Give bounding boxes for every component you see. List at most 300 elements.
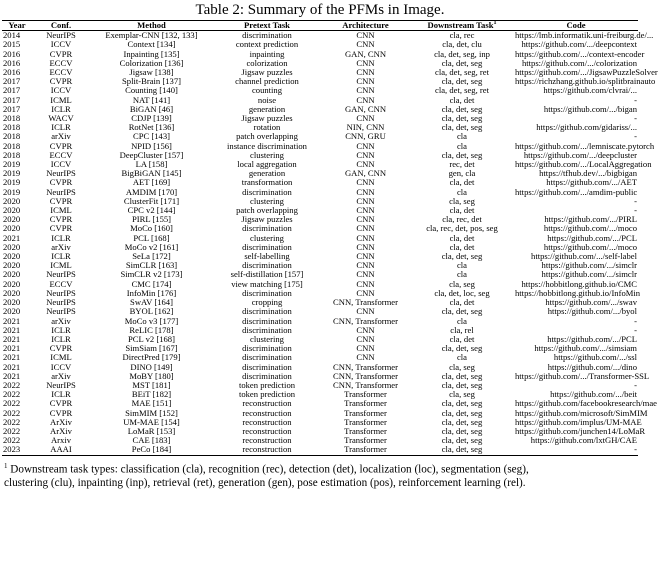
cell-architecture: GAN, CNN xyxy=(344,48,387,59)
cell-pretext-task: inpainting xyxy=(249,48,285,59)
cell-conference: ICLR xyxy=(51,122,71,133)
col-header-code: Code xyxy=(514,21,638,31)
cell-pretext-task: discrimination xyxy=(242,361,292,372)
cell-code: https://github.com/gidariss/... xyxy=(536,122,637,133)
table-caption: Table 2: Summary of the PFMs in Image. xyxy=(195,2,445,18)
cell-method: BEiT [182] xyxy=(131,389,172,400)
table-row xyxy=(2,197,638,206)
cell-downstream-task: cla, seg xyxy=(449,361,475,372)
cell-conference: ICCV xyxy=(50,85,72,96)
cell-method: Jigsaw [138] xyxy=(129,67,174,78)
cell-method: Colorization [136] xyxy=(119,57,184,68)
cell-downstream-task: cla, det, seg xyxy=(410,445,514,455)
cell-year: 2015 xyxy=(3,39,21,50)
cell-architecture: CNN xyxy=(356,306,375,317)
cell-code: https://github.com/.../simsiam xyxy=(534,343,637,354)
cell-year: 2021 xyxy=(3,315,21,326)
cell-code: https://github.com/.../bigan xyxy=(543,103,637,114)
cell-method: MoCo [160] xyxy=(130,223,173,234)
cell-conference: CVPR xyxy=(49,140,73,151)
cell-pretext-task: counting xyxy=(251,85,283,96)
cell-conference: CVPR xyxy=(49,76,73,87)
cell-conference: CVPR xyxy=(49,343,73,354)
cell-conference: ArXiv xyxy=(50,425,72,436)
cell-architecture: NIN, CNN xyxy=(346,122,385,133)
cell-pretext-task: instance discrimination xyxy=(227,140,307,151)
cell-downstream-task: cla, det, seg xyxy=(441,343,483,354)
cell-method: CDJP [139] xyxy=(131,113,172,124)
cell-code: https://github.com/.../simclr xyxy=(541,260,637,271)
cell-downstream-task: cla, seg xyxy=(449,278,475,289)
cell-downstream-task: cla, rec, det xyxy=(442,214,482,225)
cell-year: 2021 xyxy=(3,352,21,363)
cell-downstream-task: cla, det, seg xyxy=(441,113,483,124)
cell-year: 2020 xyxy=(3,214,21,225)
cell-code: https://github.com/.../ssl xyxy=(553,352,637,363)
cell-method: CAE [183] xyxy=(132,435,171,446)
cell-code: https://github.com/.../LocalAggregation xyxy=(515,159,652,170)
cell-architecture: CNN xyxy=(356,260,375,271)
cell-method: SimMIM [152] xyxy=(125,407,178,418)
cell-year: 2021 xyxy=(3,232,21,243)
cell-pretext-task: view matching [175] xyxy=(231,278,303,289)
cell-year: 2021 xyxy=(3,370,21,381)
table-row xyxy=(2,372,638,381)
cell-code: https://github.com/.../JigsawPuzzleSolver xyxy=(515,67,658,78)
cell-method: PeCo [184] xyxy=(90,445,213,455)
cell-pretext-task: colorization xyxy=(246,57,288,68)
cell-pretext-task: generation xyxy=(248,103,286,114)
cell-method: Split-Brain [137] xyxy=(122,76,181,87)
cell-downstream-task: cla, det xyxy=(449,297,475,308)
cell-pretext-task: discrimination xyxy=(242,186,292,197)
cell-code: https://github.com/.../amdim-public xyxy=(515,186,638,197)
cell-downstream-task: cla, det, seg, inp xyxy=(434,48,490,59)
table-row xyxy=(2,105,638,114)
col-header-conf: Conf. xyxy=(32,21,90,31)
cell-pretext-task: self-labelling xyxy=(244,251,290,262)
cell-method: ReLIC [178] xyxy=(129,324,174,335)
cell-downstream-task: cla, det xyxy=(449,333,475,344)
cell-conference: CVPR xyxy=(49,398,73,409)
cell-method: AET [169] xyxy=(132,177,171,188)
cell-architecture: CNN xyxy=(356,205,375,216)
cell-downstream-task: cla, det, loc, seg xyxy=(434,287,490,298)
cell-pretext-task: clustering xyxy=(250,195,284,206)
cell-pretext-task: self-distillation [157] xyxy=(230,269,304,280)
cell-downstream-task: cla, det, seg, ret xyxy=(435,67,489,78)
cell-year: 2019 xyxy=(3,177,21,188)
col-header-architecture: Architecture xyxy=(321,21,410,31)
cell-conference: ICML xyxy=(50,94,72,105)
cell-architecture: Transformer xyxy=(321,445,410,455)
cell-pretext-task: context prediction xyxy=(235,39,299,50)
cell-conference: arXiv xyxy=(51,241,71,252)
cell-method: NPID [156] xyxy=(131,140,172,151)
cell-conference: WACV xyxy=(48,113,74,124)
table-body xyxy=(2,30,658,455)
table-row xyxy=(2,188,638,197)
cell-architecture: Transformer xyxy=(344,416,387,427)
cell-architecture: CNN xyxy=(356,85,375,96)
cell-pretext-task: token prediction xyxy=(238,389,296,400)
cell-architecture: CNN xyxy=(356,177,375,188)
cell-year: 2021 xyxy=(3,324,21,335)
cell-conference: ICCV xyxy=(50,39,72,50)
cell-downstream-task: cla, rec xyxy=(449,30,475,41)
cell-architecture: CNN xyxy=(356,159,375,170)
cell-downstream-task: cla, det, seg xyxy=(441,379,483,390)
cell-downstream-task: cla xyxy=(456,352,468,363)
cell-method: SwAV [164] xyxy=(130,297,173,308)
cell-method: LoMaR [153] xyxy=(127,425,176,436)
footnote xyxy=(0,456,640,491)
table-row xyxy=(2,215,638,224)
cell-code: https://github.com/junchen14/LoMaR xyxy=(515,425,646,436)
cell-architecture: CNN, Transformer xyxy=(333,379,398,390)
cell-code: https://github.com/.../PIRL xyxy=(544,214,637,225)
cell-method: InfoMin [176] xyxy=(126,287,177,298)
cell-pretext-task: token prediction xyxy=(238,379,296,390)
cell-conference: ECCV xyxy=(49,67,73,78)
cell-method: BiGAN [46] xyxy=(129,103,174,114)
cell-downstream-task: cla, rel xyxy=(450,324,474,335)
cell-year: 2018 xyxy=(3,140,21,151)
cell-pretext-task: patch overlapping xyxy=(236,205,298,216)
cell-year: 2018 xyxy=(3,149,21,160)
cell-pretext-task: noise xyxy=(257,94,277,105)
cell-architecture: GAN, CNN xyxy=(344,168,387,179)
cell-conference: ICCV xyxy=(50,361,72,372)
cell-conference: ICML xyxy=(50,205,72,216)
cell-code: https://github.com/.../Transformer-SSL xyxy=(515,370,650,381)
cell-method: BigBiGAN [145] xyxy=(121,168,182,179)
cell-method: UM-MAE [154] xyxy=(123,416,180,427)
cell-year: 2019 xyxy=(3,186,21,197)
cell-code: - xyxy=(634,324,637,335)
cell-pretext-task: discrimination xyxy=(242,370,292,381)
cell-year: 2020 xyxy=(3,306,21,317)
cell-conference: arXiv xyxy=(51,315,71,326)
cell-code: https://github.com/.../swav xyxy=(545,297,637,308)
cell-code: https://richzhang.github.io/splitbrainauto xyxy=(515,76,656,87)
cell-architecture: CNN xyxy=(356,39,375,50)
cell-year: 2016 xyxy=(3,67,21,78)
cell-method: Inpainting [135] xyxy=(123,48,180,59)
cell-year: 2020 xyxy=(3,287,21,298)
cell-conference: CVPR xyxy=(49,195,73,206)
cell-year: 2018 xyxy=(3,122,21,133)
cell-code: https://github.com/.../AET xyxy=(546,177,637,188)
cell-architecture: CNN xyxy=(356,57,375,68)
table-row xyxy=(2,234,638,243)
cell-year: 2019 xyxy=(3,168,21,179)
cell-pretext-task: discrimination xyxy=(242,30,292,41)
cell-code: https://github.com/implus/UM-MAE xyxy=(515,416,642,427)
cell-architecture: CNN xyxy=(356,287,375,298)
cell-pretext-task: clustering xyxy=(250,232,284,243)
table-row xyxy=(2,169,638,178)
cell-architecture: CNN xyxy=(356,324,375,335)
cell-pretext-task: patch overlapping xyxy=(236,131,298,142)
cell-downstream-task: cla, det, seg xyxy=(441,57,483,68)
cell-code: - xyxy=(634,379,637,390)
cell-downstream-task: cla xyxy=(456,186,468,197)
cell-year: 2020 xyxy=(3,205,21,216)
cell-conference: CVPR xyxy=(49,214,73,225)
table-row xyxy=(2,317,638,326)
cell-downstream-task: cla, det, seg xyxy=(441,103,483,114)
cell-conference: CVPR xyxy=(49,177,73,188)
cell-pretext-task: channel prediction xyxy=(235,76,299,87)
cell-code: https://github.com/clvrai/... xyxy=(543,85,637,96)
footnote-mark: 1 xyxy=(493,20,497,27)
cell-downstream-task: cla, det, seg xyxy=(441,251,483,262)
cell-downstream-task: gen, cla xyxy=(448,168,476,179)
cell-method: NAT [141] xyxy=(132,94,171,105)
cell-year: 2020 xyxy=(3,269,21,280)
cell-method: PIRL [155] xyxy=(131,214,172,225)
cell-downstream-task: cla xyxy=(456,315,468,326)
cell-pretext-task: discrimination xyxy=(242,306,292,317)
cell-pretext-task: cropping xyxy=(251,297,283,308)
cell-downstream-task: cla, det xyxy=(449,205,475,216)
cell-method: RotNet [136] xyxy=(128,122,175,133)
cell-downstream-task: cla, det, seg xyxy=(441,398,483,409)
cell-year: 2022 xyxy=(3,389,21,400)
cell-method: MoBY [180] xyxy=(129,370,174,381)
cell-conference: Arxiv xyxy=(50,435,72,446)
cell-method: Counting [140] xyxy=(125,85,178,96)
cell-architecture: Transformer xyxy=(344,389,387,400)
cell-downstream-task: cla xyxy=(456,260,468,271)
cell-downstream-task: rec, det xyxy=(449,159,475,170)
cell-method: SimCLR [163] xyxy=(125,260,178,271)
table-row xyxy=(2,123,638,132)
cell-year: 2022 xyxy=(3,407,21,418)
cell-architecture: Transformer xyxy=(344,398,387,409)
cell-code: https://lmb.informatik.uni-freiburg.de/... xyxy=(515,30,654,41)
cell-downstream-task: cla, det xyxy=(449,232,475,243)
cell-conference: ICLR xyxy=(51,232,71,243)
cell-architecture: CNN, GRU xyxy=(345,131,386,142)
cell-year: 2017 xyxy=(3,103,21,114)
cell-code: https://github.com/microsoft/SimMIM xyxy=(515,407,648,418)
cell-conference: ECCV xyxy=(49,57,73,68)
cell-architecture: CNN xyxy=(356,113,375,124)
cell-downstream-task: cla xyxy=(456,131,468,142)
table-row xyxy=(2,445,638,455)
cell-architecture: CNN xyxy=(356,67,375,78)
cell-architecture: CNN xyxy=(356,251,375,262)
pfm-summary-table xyxy=(2,20,658,456)
cell-conference: ICLR xyxy=(51,324,71,335)
cell-year: 2017 xyxy=(3,94,21,105)
cell-code: https://github.com/.../self-label xyxy=(531,251,637,262)
cell-pretext-task: reconstruction xyxy=(242,398,292,409)
cell-conference: ICLR xyxy=(51,333,71,344)
cell-code: https://github.com/.../PCL xyxy=(547,232,637,243)
cell-conference: NeurIPS xyxy=(46,306,76,317)
cell-conference: CVPR xyxy=(49,48,73,59)
cell-year: 2020 xyxy=(3,223,21,234)
footnote-text-1: Downstream task types: classification (cla), recognition (rec), detection (det), localization (loc), segmentation (seg), xyxy=(10,463,529,476)
cell-code: - xyxy=(634,205,637,216)
cell-year: 2020 xyxy=(3,260,21,271)
cell-method: DirectPred [179] xyxy=(122,352,181,363)
cell-year: 2017 xyxy=(3,76,21,87)
cell-code: https://github.com/facebookresearch/mae xyxy=(515,398,657,409)
cell-pretext-task: reconstruction xyxy=(242,407,292,418)
cell-code: https://github.com/.../deepcluster xyxy=(523,149,637,160)
footnote-line-1 xyxy=(4,459,636,477)
cell-architecture: CNN xyxy=(356,241,375,252)
cell-conference: CVPR xyxy=(49,407,73,418)
cell-pretext-task: clustering xyxy=(250,333,284,344)
cell-pretext-task: local aggregation xyxy=(237,159,297,170)
table-row xyxy=(2,206,638,215)
cell-pretext-task: discrimination xyxy=(242,352,292,363)
cell-architecture: CNN xyxy=(356,269,375,280)
cell-pretext-task: discrimination xyxy=(242,343,292,354)
footnote-line-2: clustering (clu), inpainting (inp), retrieval (ret), generation (gen), pose estimation (pos), reinforcement learning (rel). xyxy=(4,477,526,490)
table-row xyxy=(2,86,638,95)
cell-downstream-task: cla, det, seg xyxy=(441,370,483,381)
cell-year: 2020 xyxy=(3,241,21,252)
downstream-header-label: Downstream Task xyxy=(427,20,494,30)
table-row xyxy=(2,298,638,307)
cell-code: https://hobbitlong.github.io/InfoMin xyxy=(515,287,641,298)
cell-code: - xyxy=(634,315,637,326)
cell-architecture: CNN, Transformer xyxy=(333,361,398,372)
cell-pretext-task: Jigsaw puzzles xyxy=(241,214,293,225)
cell-pretext-task: discrimination xyxy=(242,241,292,252)
cell-architecture: CNN xyxy=(356,195,375,206)
cell-pretext-task: discrimination xyxy=(242,315,292,326)
cell-method: Context [134] xyxy=(127,39,176,50)
cell-code: https://github.com/.../moco xyxy=(543,241,637,252)
cell-architecture: Transformer xyxy=(344,435,387,446)
cell-code: https://github.com/.../lemniscate.pytorch xyxy=(515,140,655,151)
cell-downstream-task: cla, seg xyxy=(449,389,475,400)
cell-code: - xyxy=(514,445,638,455)
cell-pretext-task: reconstruction xyxy=(242,435,292,446)
cell-conference: NeurIPS xyxy=(46,168,76,179)
cell-code: https://tfhub.dev/.../bigbigan xyxy=(539,168,637,179)
cell-code: - xyxy=(634,195,637,206)
cell-architecture: CNN, Transformer xyxy=(333,370,398,381)
cell-architecture: CNN xyxy=(356,76,375,87)
cell-conference: AAAI xyxy=(32,445,90,455)
cell-architecture: CNN xyxy=(356,140,375,151)
table-row xyxy=(2,96,638,105)
cell-code: https://github.com/.../byol xyxy=(547,306,637,317)
cell-pretext-task: Jigsaw puzzles xyxy=(241,67,293,78)
cell-method: Exemplar-CNN [132, 133] xyxy=(105,30,198,41)
cell-conference: arXiv xyxy=(51,370,71,381)
cell-code: https://github.com/.../context-encoder xyxy=(515,48,645,59)
cell-code: https://github.com/.../colorization xyxy=(521,57,637,68)
cell-pretext-task: reconstruction xyxy=(242,416,292,427)
footnote-marker: 1 xyxy=(4,461,8,470)
table-row xyxy=(2,326,638,335)
cell-architecture: CNN xyxy=(356,30,375,41)
cell-pretext-task: clustering xyxy=(250,149,284,160)
cell-pretext-task: transformation xyxy=(241,177,293,188)
cell-pretext-task: reconstruction xyxy=(242,425,292,436)
cell-downstream-task: cla xyxy=(456,140,468,151)
cell-code: https://github.com/.../beit xyxy=(550,389,637,400)
cell-conference: NeurIPS xyxy=(46,379,76,390)
cell-conference: ECCV xyxy=(49,278,73,289)
cell-downstream-task: cla, det, seg xyxy=(441,435,483,446)
table-row xyxy=(2,381,638,390)
table-row xyxy=(2,224,638,233)
cell-conference: CVPR xyxy=(49,223,73,234)
cell-code: - xyxy=(634,113,637,124)
cell-architecture: CNN xyxy=(356,232,375,243)
cell-conference: NeurIPS xyxy=(46,186,76,197)
cell-pretext-task: generation xyxy=(248,168,286,179)
cell-year: 2018 xyxy=(3,113,21,124)
cell-year: 2018 xyxy=(3,131,21,142)
cell-code: https://hobbitlong.github.io/CMC xyxy=(521,278,637,289)
col-header-method: Method xyxy=(90,21,213,31)
cell-code: - xyxy=(634,94,637,105)
cell-method: MoCo v3 [177] xyxy=(124,315,179,326)
cell-downstream-task: cla, det, seg xyxy=(441,76,483,87)
cell-year: 2021 xyxy=(3,343,21,354)
cell-conference: NeurIPS xyxy=(46,287,76,298)
cell-year: 2022 xyxy=(3,416,21,427)
cell-downstream-task: cla, det xyxy=(449,177,475,188)
cell-architecture: CNN xyxy=(356,149,375,160)
cell-downstream-task: cla, rec, det, pos, seg xyxy=(426,223,498,234)
col-header-pretext-task: Pretext Task xyxy=(213,21,321,31)
cell-architecture: CNN xyxy=(356,223,375,234)
cell-method: SimCLR v2 [173] xyxy=(120,269,183,280)
cell-pretext-task: discrimination xyxy=(242,260,292,271)
cell-downstream-task: cla, det xyxy=(449,241,475,252)
cell-conference: ICLR xyxy=(51,103,71,114)
table-row xyxy=(2,289,638,298)
cell-method: SeLa [172] xyxy=(132,251,171,262)
cell-method: PCL v2 [168] xyxy=(128,333,175,344)
cell-pretext-task: reconstruction xyxy=(213,445,321,455)
cell-conference: ICCV xyxy=(50,159,72,170)
cell-year: 2022 xyxy=(3,398,21,409)
cell-method: BYOL [162] xyxy=(129,306,174,317)
cell-conference: ICLR xyxy=(51,389,71,400)
cell-architecture: GAN, CNN xyxy=(344,103,387,114)
cell-code: https://github.com/.../dino xyxy=(547,361,637,372)
cell-architecture: CNN xyxy=(356,352,375,363)
cell-downstream-task: cla, det, seg xyxy=(441,306,483,317)
cell-downstream-task: cla xyxy=(456,269,468,280)
table-row xyxy=(2,344,638,353)
cell-conference: ICML xyxy=(50,260,72,271)
cell-year: 2020 xyxy=(3,251,21,262)
cell-method: LA [158] xyxy=(135,159,168,170)
cell-code: https://github.com/.../deepcontext xyxy=(521,39,637,50)
cell-method: ClusterFit [171] xyxy=(123,195,180,206)
cell-method: AMDIM [170] xyxy=(125,186,178,197)
cell-downstream-task: cla, seg xyxy=(449,195,475,206)
cell-code: https://github.com/.../moco xyxy=(543,223,637,234)
cell-architecture: CNN xyxy=(356,186,375,197)
cell-conference: NeurIPS xyxy=(46,297,76,308)
cell-architecture: Transformer xyxy=(344,407,387,418)
